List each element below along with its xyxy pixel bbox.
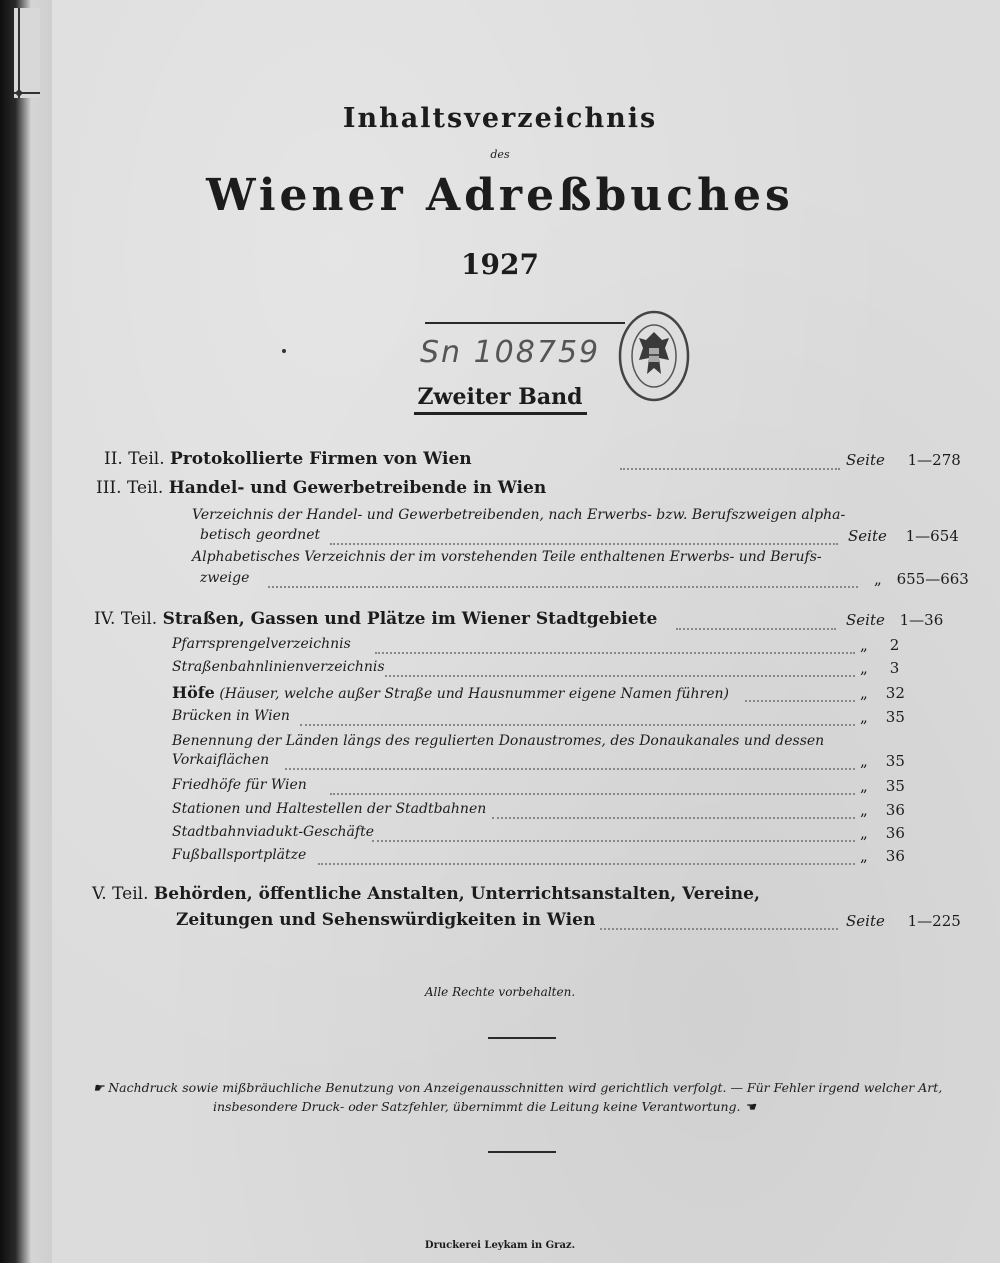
part-4-item-fussball: Fußballsportplätze xyxy=(172,847,307,863)
ditto-mark: „ xyxy=(860,777,868,795)
part-4-item-4-page-block xyxy=(860,708,905,726)
part-4-item-7-page-block xyxy=(860,801,905,819)
part-3-item-1-line-2: betisch geordnet xyxy=(200,527,321,543)
part-4-item-bruecken: Brücken in Wien xyxy=(172,708,290,724)
notice-line-2: insbesondere Druck- oder Satzfehler, übernimmt die Leitung keine Verantwortung. xyxy=(213,1099,741,1114)
pointing-hand-left-icon: ☚ xyxy=(744,1099,756,1114)
toc-part-5[interactable] xyxy=(92,884,760,904)
part-3-title: Handel- und Gewerbetreibende in Wien xyxy=(168,478,547,498)
leader-dots xyxy=(300,724,855,726)
leader-dots xyxy=(600,928,838,930)
part-4-item-laenden-line-1: Benennung der Länden längs des regulierten Donaustromes, des Donaukanales und dessen xyxy=(172,733,825,749)
part-5-pages-block xyxy=(846,912,961,930)
page-number: 36 xyxy=(885,847,905,865)
title-rule xyxy=(425,322,625,324)
ink-speck xyxy=(282,349,286,353)
part-4-item-hoefe xyxy=(172,683,729,702)
part-4-item-1-page-block xyxy=(860,636,899,654)
part-5-pages: 1—225 xyxy=(907,912,961,930)
page-number: 32 xyxy=(885,684,905,702)
part-3-item-2-pages: 655—663 xyxy=(896,570,969,588)
leader-dots xyxy=(676,628,836,630)
part-2-number: II. Teil. xyxy=(104,449,165,469)
ditto-mark: „ xyxy=(860,659,868,677)
part-3-item-1-seite: Seite xyxy=(848,527,887,545)
leader-dots xyxy=(268,586,858,588)
toc-part-3[interactable] xyxy=(96,478,546,498)
leader-dots xyxy=(620,468,840,470)
part-5-number: V. Teil. xyxy=(92,884,149,904)
toc-part-4[interactable] xyxy=(94,609,657,629)
volume-heading-text: Zweiter Band xyxy=(414,384,587,415)
title-des: des xyxy=(490,148,510,161)
page-number: 36 xyxy=(885,824,905,842)
volume-heading xyxy=(0,384,1000,410)
part-4-pages: 1—36 xyxy=(899,611,944,629)
part-3-item-2-line-2: zweige xyxy=(200,570,250,586)
part-3-item-1-line-1: Verzeichnis der Handel- und Gewerbetreibenden, nach Erwerbs- bzw. Berufszweigen alpha- xyxy=(192,507,846,523)
part-4-item-5-page-block xyxy=(860,752,905,770)
part-4-item-3-page-block xyxy=(860,684,905,702)
leader-dots xyxy=(285,768,855,770)
part-4-item-friedhoefe: Friedhöfe für Wien xyxy=(172,777,307,793)
part-2-pages-block xyxy=(846,451,961,469)
part-3-number: III. Teil. xyxy=(96,478,164,498)
part-5-title-line-2: Zeitungen und Sehenswürdigkeiten in Wien xyxy=(176,910,596,930)
toc-part-5-line-2 xyxy=(176,910,595,930)
title-line-1: Inhaltsverzeichnis xyxy=(342,103,658,134)
part-4-item-2-page-block xyxy=(860,659,899,677)
part-4-number: IV. Teil. xyxy=(94,609,158,629)
page-number: 36 xyxy=(885,801,905,819)
page-number: 3 xyxy=(889,659,900,677)
handwritten-shelfmark: Sn 108759 xyxy=(420,335,601,370)
page-number: 35 xyxy=(885,708,905,726)
part-3-item-1-pages-block xyxy=(848,527,959,545)
ditto-mark: „ xyxy=(860,824,868,842)
leader-dots xyxy=(492,817,855,819)
title-year: 1927 xyxy=(461,248,539,281)
leader-dots xyxy=(745,700,855,702)
printer-imprint: Druckerei Leykam in Graz. xyxy=(424,1240,576,1251)
part-4-item-strassenbahn: Straßenbahnlinienverzeichnis xyxy=(172,659,385,675)
leader-dots xyxy=(385,675,855,677)
leader-dots xyxy=(330,793,855,795)
page-number: 35 xyxy=(885,752,905,770)
part-3-item-2-ditto: „ xyxy=(874,570,882,588)
part-5-seite: Seite xyxy=(846,912,885,930)
title-line-2: Wiener Adreßbuches xyxy=(206,170,794,221)
part-2-pages: 1—278 xyxy=(907,451,961,469)
part-4-item-stadtbahnviadukt: Stadtbahnviadukt-Geschäfte xyxy=(172,824,374,840)
divider-rule xyxy=(488,1037,556,1039)
part-4-title: Straßen, Gassen und Plätze im Wiener Stadtgebiete xyxy=(162,609,658,629)
part-3-item-1-pages: 1—654 xyxy=(905,527,959,545)
ditto-mark: „ xyxy=(860,636,868,654)
leader-dots xyxy=(318,863,855,865)
notice-block xyxy=(93,1078,963,1116)
pointing-hand-icon: ☛ xyxy=(93,1080,105,1095)
leader-dots xyxy=(372,840,855,842)
hoefe-lead: Höfe xyxy=(172,683,215,702)
hoefe-label: (Häuser, welche außer Straße und Hausnummer eigene Namen führen) xyxy=(219,686,729,702)
ditto-mark: „ xyxy=(860,708,868,726)
part-4-item-stationen: Stationen und Haltestellen der Stadtbahnen xyxy=(172,801,487,817)
scan-corner-marker xyxy=(14,8,40,98)
ditto-mark: „ xyxy=(860,847,868,865)
ditto-mark: „ xyxy=(860,752,868,770)
page-number: 35 xyxy=(885,777,905,795)
part-4-item-pfarrsprengel: Pfarrsprengelverzeichnis xyxy=(172,636,351,652)
leader-dots xyxy=(375,652,855,654)
part-4-pages-block xyxy=(846,611,943,629)
part-3-item-2-pages-block xyxy=(874,570,969,588)
divider-rule xyxy=(488,1151,556,1153)
part-4-item-8-page-block xyxy=(860,824,905,842)
part-2-seite: Seite xyxy=(846,451,885,469)
ditto-mark: „ xyxy=(860,684,868,702)
page-number: 2 xyxy=(889,636,900,654)
part-3-item-2-line-1: Alphabetisches Verzeichnis der im vorstehenden Teile enthaltenen Erwerbs- und Berufs- xyxy=(192,549,822,565)
part-5-title-line-1: Behörden, öffentliche Anstalten, Unterrichtsanstalten, Vereine, xyxy=(153,884,760,904)
part-4-seite: Seite xyxy=(846,611,885,629)
leader-dots xyxy=(330,543,838,545)
ditto-mark: „ xyxy=(860,801,868,819)
part-4-item-laenden-line-2: Vorkaiflächen xyxy=(172,752,270,768)
part-4-item-6-page-block xyxy=(860,777,905,795)
part-4-item-9-page-block xyxy=(860,847,905,865)
rights-reserved: Alle Rechte vorbehalten. xyxy=(424,985,576,999)
part-2-title: Protokollierte Firmen von Wien xyxy=(170,449,472,469)
notice-line-1: Nachdruck sowie mißbräuchliche Benutzung von Anzeigenausschnitten wird gerichtlich verfolgt. — Für Fehler irgend welcher Art, xyxy=(108,1080,943,1095)
toc-part-2[interactable] xyxy=(104,449,472,469)
